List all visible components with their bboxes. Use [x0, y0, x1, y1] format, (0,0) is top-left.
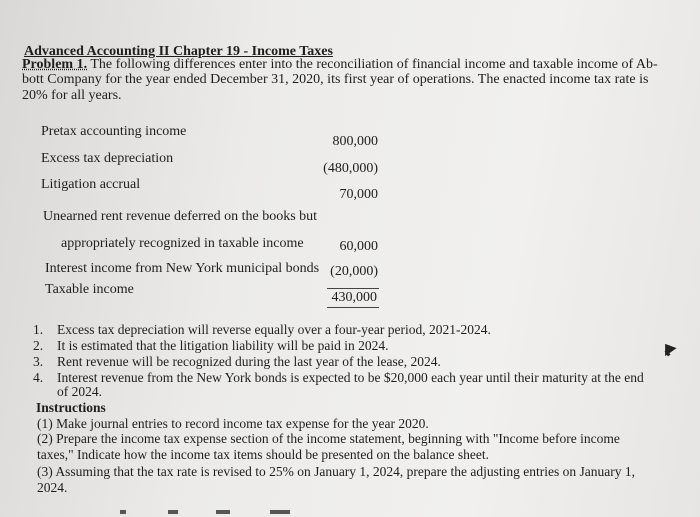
schedule-label-rent-recognized: appropriately recognized in taxable income	[61, 236, 304, 251]
note-number: 4.	[33, 370, 44, 385]
schedule-label-interest: Interest income from New York municipal bonds	[45, 261, 320, 276]
problem-label: Problem 1.	[22, 57, 88, 72]
total-bottom-rule	[327, 307, 379, 308]
instruction-line-3: taxes," Indicate how the income tax items should be presented on the balance sheet.	[37, 447, 489, 462]
document-title: Advanced Accounting II Chapter 19 - Income Taxes	[24, 44, 333, 59]
problem-first-line	[22, 57, 658, 73]
schedule-label-depreciation: Excess tax depreciation	[41, 151, 174, 166]
instruction-line-1: (1) Make journal entries to record income tax expense for the year 2020.	[37, 416, 429, 431]
note-text: Excess tax depreciation will reverse equally over a four-year period, 2021-2024.	[57, 322, 491, 337]
schedule-value-depreciation: (480,000)	[323, 161, 378, 176]
bottom-edge-marks	[120, 510, 320, 514]
note-item-2	[33, 338, 388, 354]
note-number: 3.	[33, 354, 44, 369]
note-text: Interest revenue from the New York bonds is expected to be $20,000 each year until their maturity at the end	[57, 370, 644, 385]
note-item-1	[33, 322, 491, 338]
instructions-heading: Instructions	[36, 400, 106, 415]
schedule-value-interest: (20,000)	[330, 264, 378, 279]
note-text: Rent revenue will be recognized during the last year of the lease, 2024.	[57, 354, 441, 369]
schedule-value-rent: 60,000	[339, 239, 378, 254]
problem-text-line-2: bott Company for the year ended December 31, 2020, its first year of operations. The enacted income tax rate is	[22, 72, 649, 87]
note-number: 2.	[33, 338, 44, 353]
problem-text-line-3: 20% for all years.	[22, 88, 122, 103]
schedule-value-pretax: 800,000	[332, 134, 378, 149]
schedule-label-litigation: Litigation accrual	[41, 177, 141, 192]
schedule-label-taxable-income: Taxable income	[45, 282, 134, 297]
total-rule	[327, 288, 379, 289]
note-item-4-continued: of 2024.	[57, 384, 102, 399]
schedule-label-unearned-rent: Unearned rent revenue deferred on the books but	[43, 209, 318, 224]
note-item-3	[33, 354, 441, 370]
note-number: 1.	[33, 322, 44, 337]
note-text: It is estimated that the litigation liability will be paid in 2024.	[57, 338, 389, 353]
schedule-label-pretax: Pretax accounting income	[41, 124, 187, 139]
instruction-line-5: 2024.	[37, 480, 68, 495]
problem-text-line-1: The following differences enter into the reconciliation of financial income and taxable income of Ab-	[90, 57, 658, 72]
instruction-line-4: (3) Assuming that the tax rate is revised to 25% on January 1, 2024, prepare the adjusting entries on January 1,	[37, 464, 635, 479]
schedule-value-litigation: 70,000	[339, 187, 378, 202]
schedule-value-taxable-income: 430,000	[331, 290, 377, 305]
instruction-line-2: (2) Prepare the income tax expense section of the income statement, beginning with "Income before income	[37, 431, 620, 446]
note-item-4	[33, 370, 644, 386]
